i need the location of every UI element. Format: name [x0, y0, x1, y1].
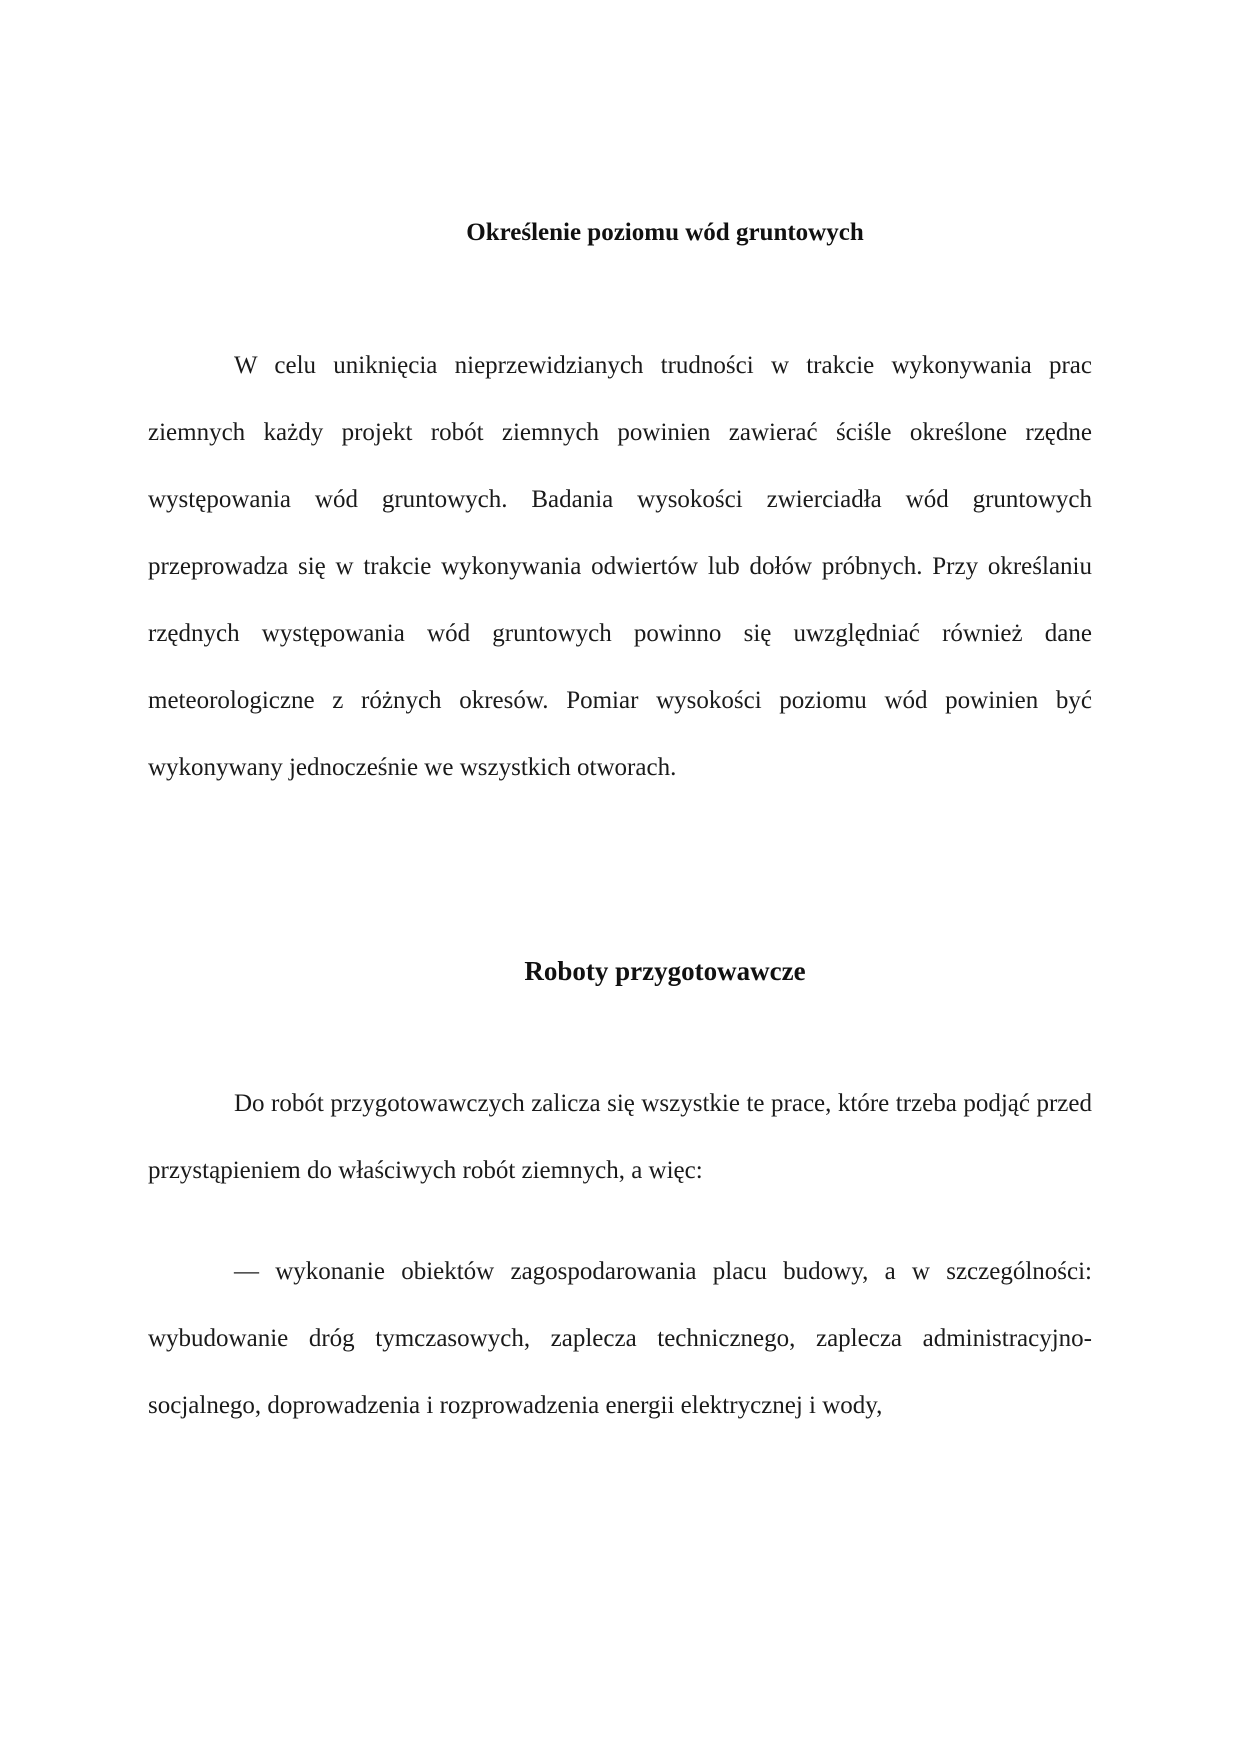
section-heading-preparatory-works: Roboty przygotowawcze	[524, 956, 806, 986]
paragraph-text: W celu uniknięcia nieprzewidzianych trudności w trakcie wykonywania prac ziemnych każdy projekt robót ziemnych powinien zawierać ściśle określone rzędne występowania wód gruntowych. Badania wysokości zwierciadła wód gruntowych przeprowadza się w trakcie wykonywania odwiertów lub dołów próbnych. Przy określaniu rzędnych występowania wód gruntowych powinno się uwzględniać również dane meteorologiczne z różnych okresów. Pomiar wysokości poziomu wód powinien być wykonywany jednocześnie we wszystkich otworach.	[148, 352, 1092, 781]
paragraph-text: — wykonanie obiektów zagospodarowania placu budowy, a w szczególności: wybudowanie dróg tymczasowych, zaplecza technicznego, zaplecza administracyjno-socjalnego, doprowadzenia i rozprowadzenia energii elektrycznej i wody,	[148, 1258, 1092, 1419]
paragraph-preparatory-intro	[148, 1070, 1092, 1204]
paragraph-groundwater	[148, 332, 1092, 801]
paragraph-preparatory-item	[148, 1238, 1092, 1439]
paragraph-text: Do robót przygotowawczych zalicza się wszystkie te prace, które trzeba podjąć przed przystąpieniem do właściwych robót ziemnych, a więc:	[148, 1090, 1092, 1184]
section-heading-groundwater: Określenie poziomu wód gruntowych	[466, 219, 864, 246]
